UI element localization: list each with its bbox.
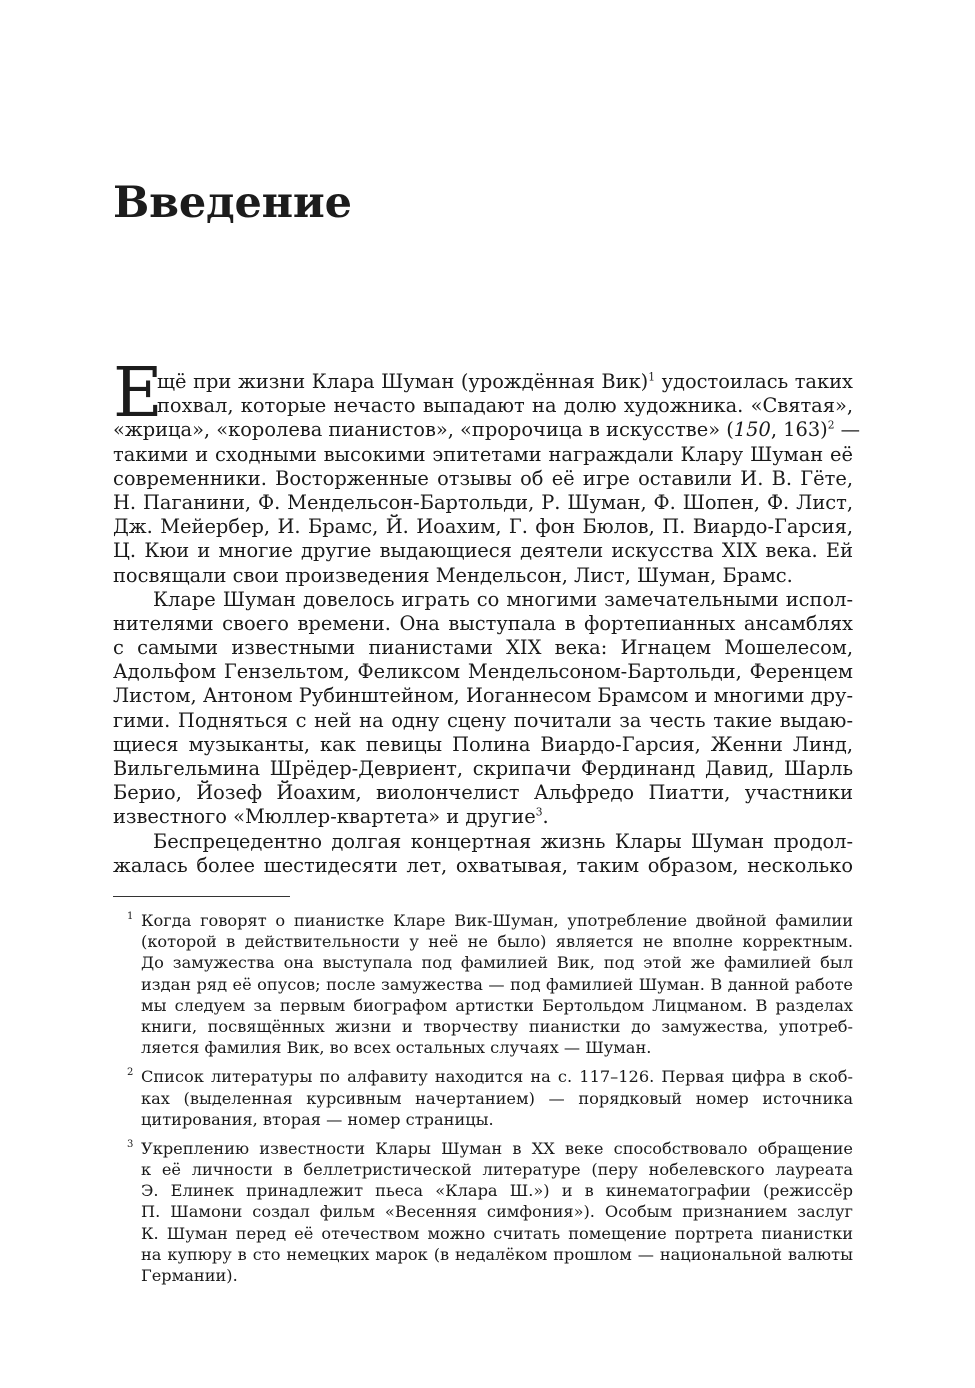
text-line: Адольфом Гензельтом, Феликсом Мендельсоном-Бартольди, Ференцем <box>113 660 853 684</box>
text-line: Берио, Йозеф Йоахим, виолончелист Альфредо Пиатти, участники <box>113 781 853 805</box>
footnote-1 <box>113 910 853 1058</box>
text-line: с самыми известными пианистами XIX века: Игнацем Мошелесом, <box>113 636 853 660</box>
footnotes <box>113 910 853 1294</box>
text-line: жалась более шестидесяти лет, охватывая, таким образом, несколько <box>113 853 853 877</box>
chapter-heading: Введение <box>113 178 352 228</box>
footnote-2 <box>113 1066 853 1130</box>
text-line: такими и сходными высокими эпитетами награждали Клару Шуман её <box>113 442 853 466</box>
footnote-line: издан ряд её опусов; после замужества — под фамилией Шуман. В данной работе <box>141 974 853 994</box>
text-line: Н. Паганини, Ф. Мендельсон-Бартольди, Р. Шуман, Ф. Шопен, Ф. Лист, <box>113 490 853 514</box>
text-line: Кларе Шуман довелось играть со многими замечательными испол- <box>153 587 853 611</box>
paragraph-3 <box>113 830 853 878</box>
footnote-number: 3 <box>127 1138 134 1150</box>
footnote-3 <box>113 1138 853 1286</box>
text-line: Листом, Антоном Рубинштейном, Иоганнесом Брамсом и многими дру- <box>113 684 853 708</box>
drop-cap: Е <box>113 354 163 433</box>
citation-number: 150 <box>733 418 771 442</box>
text-line: Ц. Кюи и многие другие выдающиеся деятели искусства XIX века. Ей <box>113 539 853 563</box>
text-line: Вильгельмина Шрёдер-Девриент, скрипачи Фердинанд Давид, Шарль <box>113 757 853 780</box>
main-text <box>113 354 861 878</box>
footnote-ref[interactable]: 3 <box>535 805 543 819</box>
footnote-line: (которой в действительности у неё не было) является не вполне корректным. <box>141 932 853 952</box>
footnote-number: 2 <box>127 1067 134 1079</box>
footnote-line: на купюру в сто немецких марок (в недалёком прошлом — национальной валюты <box>141 1244 853 1264</box>
text-line: известного «Мюллер-квартета» и другие$^3$. <box>113 805 549 829</box>
footnote-line: Список литературы по алфавиту находится на с. 117–126. Первая цифра в скоб- <box>141 1067 853 1087</box>
footnote-ref[interactable]: 1 <box>648 370 656 384</box>
footnote-line: к её личности в беллетристической литературе (перу нобелевского лауреата <box>141 1160 853 1180</box>
footnote-line: До замужества она выступала под фамилией Вик, под этой же фамилией был <box>141 953 853 973</box>
text-line: современники. Восторженные отзывы об её игре оставили И. В. Гёте, <box>113 466 853 490</box>
footnote-line: ляется фамилия Вик, во всех остальных случаях — Шуман. <box>141 1038 652 1058</box>
text-line: щиеся музыканты, как певицы Полина Виардо-Гарсия, Женни Линд, <box>113 732 853 756</box>
footnote-line: П. Шамони создал фильм «Весенняя симфония»). Особым признанием заслуг <box>141 1202 853 1222</box>
text-line: похвал, которые нечасто выпадают на долю художника. «Святая», <box>157 394 853 418</box>
footnote-line: цитирования, вторая — номер страницы. <box>141 1109 494 1129</box>
footnote-line: ках (выделенная курсивным начертанием) — порядковый номер источника <box>141 1088 853 1108</box>
footnote-line: мы следуем за первым биографом артистки Бертольдом Лицманом. В разделах <box>141 995 853 1015</box>
footnote-line: Э. Елинек принадлежит пьеса «Клара Ш.») и в кинематографии (режиссёр <box>141 1181 853 1201</box>
text-line: нителями своего времени. Она выступала в фортепианных ансамблях <box>113 611 853 635</box>
text-line: Беспрецедентно долгая концертная жизнь Клары Шуман продол- <box>153 829 853 853</box>
footnote-line: К. Шуман перед её отечеством можно считать помещение портрета пианистки <box>141 1223 853 1243</box>
footnote-number: 1 <box>127 911 134 922</box>
footnote-separator <box>113 896 290 897</box>
text-line: «жрица», «королева пианистов», «пророчица в искусстве» (150, 163)$^2$ — <box>113 418 861 442</box>
paragraph-1 <box>113 370 861 588</box>
text-line: посвящали свои произведения Мендельсон, Лист, Шуман, Брамс. <box>113 563 793 587</box>
footnote-ref[interactable]: 2 <box>827 418 835 432</box>
text-line: Дж. Мейербер, И. Брамс, Й. Иоахим, Г. фон Бюлов, П. Виардо-Гарсия, <box>113 515 853 539</box>
text-line: щё при жизни Клара Шуман (урождённая Вик)$^1$ удостоилась таких <box>157 370 853 393</box>
footnote-line: книги, посвящённых жизни и творчеству пианистки до замужества, употреб- <box>141 1016 853 1036</box>
text-line: гими. Подняться с ней на одну сцену почитали за честь такие выдаю- <box>113 708 853 732</box>
footnote-line: Германии). <box>141 1266 238 1285</box>
paragraph-2 <box>113 588 853 830</box>
footnote-line: Укреплению известности Клары Шуман в XX веке способствовало обращение <box>141 1138 853 1158</box>
footnote-line: Когда говорят о пианистке Кларе Вик-Шуман, употребление двойной фамилии <box>141 911 853 930</box>
